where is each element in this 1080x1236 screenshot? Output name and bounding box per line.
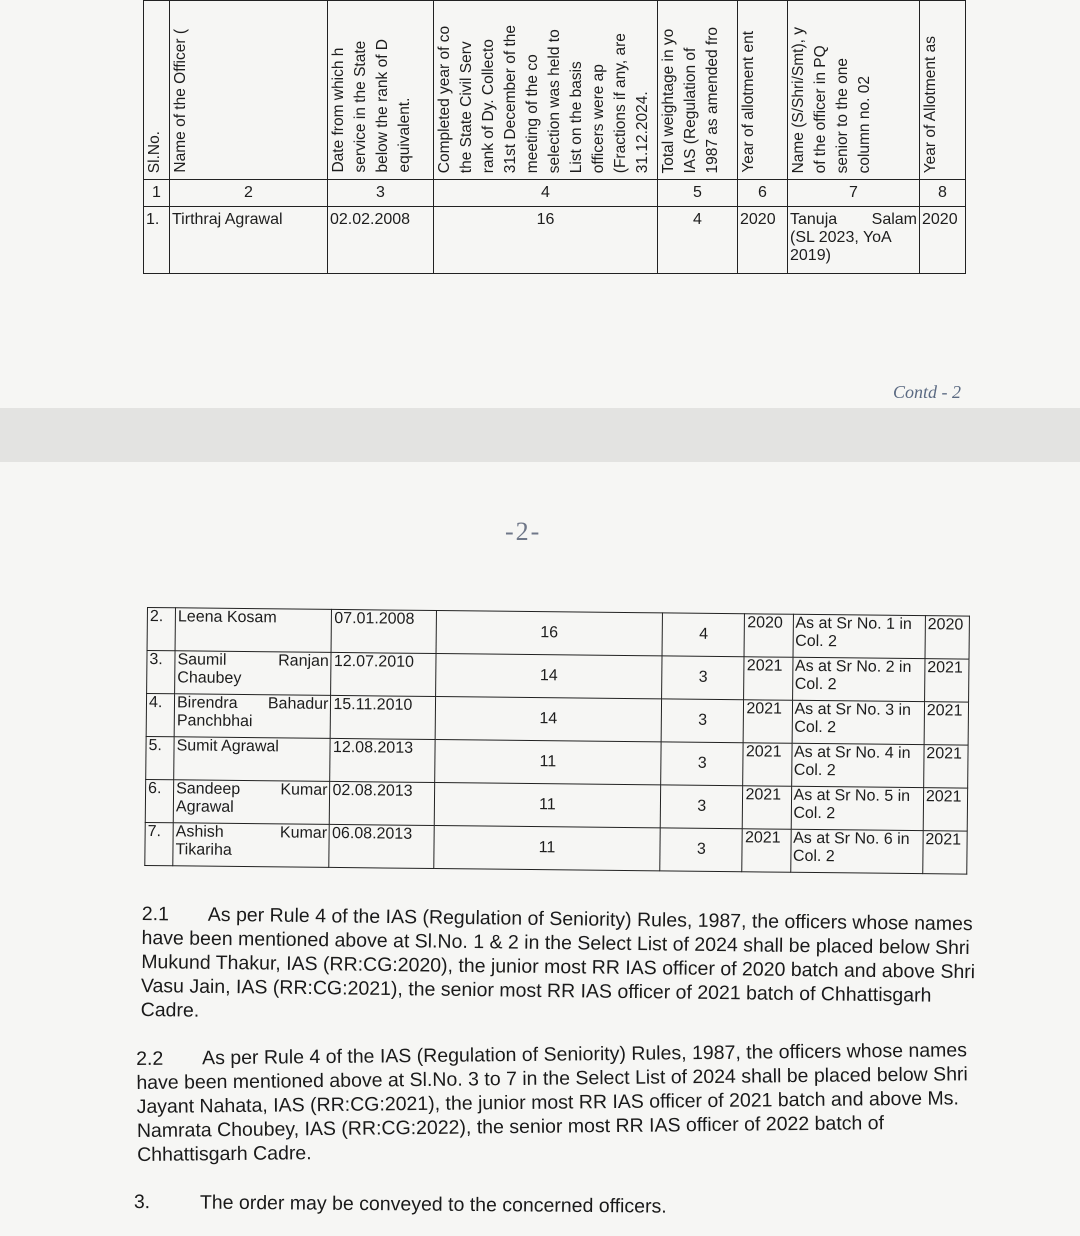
cell-year-entry: 2021 bbox=[742, 829, 791, 873]
cell-sl: 7. bbox=[145, 822, 174, 865]
cell-year-allot: 2020 bbox=[925, 616, 970, 659]
officer-name-last: Tikariha bbox=[175, 841, 232, 859]
table-row bbox=[145, 822, 967, 874]
senior-name-first: Tanuja bbox=[790, 211, 838, 228]
cell-year-allot: 2020 bbox=[920, 207, 966, 274]
cell-senior: As at Sr No. 1 in Col. 2 bbox=[793, 614, 926, 658]
cell-date: 07.01.2008 bbox=[331, 609, 436, 653]
cell-year-entry: 2021 bbox=[744, 700, 793, 744]
cell-weightage: 3 bbox=[660, 785, 743, 829]
paragraph-2-1 bbox=[141, 902, 982, 1032]
officer-name: Leena Kosam bbox=[177, 608, 277, 627]
officer-name-first: Ashish bbox=[175, 823, 224, 841]
col-number: 8 bbox=[920, 180, 966, 207]
cell-name: Tirthraj Agrawal bbox=[170, 207, 328, 274]
cell-name bbox=[174, 737, 331, 782]
officer-name-middle: Ranjan bbox=[278, 652, 329, 670]
header-cell bbox=[328, 1, 434, 180]
cell-years: 16 bbox=[436, 611, 663, 656]
cell-date: 12.07.2010 bbox=[331, 652, 436, 696]
cell-years: 11 bbox=[433, 826, 660, 871]
header-total-weightage: Total weightage in yo IAS (Regulation of 1987 as amended fro bbox=[660, 26, 721, 173]
column-number-row bbox=[144, 180, 966, 207]
seniority-table-page-1 bbox=[143, 0, 966, 274]
header-cell bbox=[738, 1, 788, 180]
col-number: 4 bbox=[434, 180, 658, 207]
cell-name bbox=[173, 823, 330, 868]
senior-name-last: Salam bbox=[871, 211, 917, 228]
cell-name bbox=[173, 780, 330, 825]
header-officer-name: Name of the Officer ( bbox=[172, 29, 189, 173]
paragraph-text: As per Rule 4 of the IAS (Regulation of Seniority) Rules, 1987, the officers whose names have been mentioned above at Sl.No. 3 to 7 in the Select List of 2024 shall be placed below Shri Jayant Nahata, IAS (RR:CG:2021), the junior most RR IAS officer of 2021 batch and above Ms. Namrata Choubey, IAS (RR:CG:2022), the senior most RR IAS officer of 2022 batch of Chhattisgarh Cadre. bbox=[136, 1039, 968, 1166]
officer-name-first: Birendra bbox=[176, 694, 238, 712]
cell-year-entry: 2020 bbox=[738, 207, 788, 274]
officer-name: Sumit Agrawal bbox=[176, 737, 279, 756]
cell-weightage: 3 bbox=[661, 742, 744, 786]
cell-name bbox=[175, 608, 332, 653]
document-page-2 bbox=[0, 462, 1080, 1236]
cell-weightage: 4 bbox=[658, 207, 738, 274]
cell-weightage: 4 bbox=[662, 613, 745, 657]
header-cell bbox=[658, 1, 738, 180]
col-number: 6 bbox=[738, 180, 788, 207]
header-senior-officer: Name (S/Shri/Smt), y of the officer in PQ senior to the one column no. 02 bbox=[790, 26, 873, 173]
cell-senior: As at Sr No. 5 in Col. 2 bbox=[791, 786, 924, 830]
cell-years: 11 bbox=[434, 740, 661, 785]
officer-name-last: Chaubey bbox=[177, 669, 242, 687]
header-date-service: Date from which h service in the State below the rank of D equivalent. bbox=[330, 39, 413, 173]
cell-year-allot: 2021 bbox=[923, 745, 968, 788]
seniority-table-page-2 bbox=[144, 607, 970, 875]
officer-name-middle: Kumar bbox=[280, 781, 328, 799]
cell-year-entry: 2021 bbox=[743, 743, 792, 787]
officer-name-first: Sandeep bbox=[176, 780, 241, 798]
cell-sl: 4. bbox=[146, 694, 175, 737]
header-completed-years: Completed year of co the State Civil Serv rank of Dy. Collecto 31st December of the meeting of the co selection was held to List on the basis officers were ap (Fractions if any, are 31.12.2024. bbox=[436, 24, 651, 173]
cell-year-allot: 2021 bbox=[924, 659, 969, 702]
paragraph-number: 2.2 bbox=[136, 1047, 164, 1070]
senior-name-detail: (SL 2023, YoA 2019) bbox=[790, 229, 891, 264]
cell-year-entry: 2021 bbox=[744, 657, 793, 701]
table-row bbox=[144, 207, 966, 274]
paragraph-3 bbox=[134, 1190, 976, 1221]
cell-year-allot: 2021 bbox=[923, 788, 968, 831]
cell-senior: As at Sr No. 6 in Col. 2 bbox=[790, 829, 923, 873]
paragraph-2-2 bbox=[136, 1038, 979, 1167]
cell-sl: 1. bbox=[144, 207, 170, 274]
cell-sl: 2. bbox=[147, 608, 176, 651]
page-gap bbox=[0, 408, 1080, 462]
header-cell bbox=[170, 1, 328, 180]
col-number: 2 bbox=[170, 180, 328, 207]
cell-years: 14 bbox=[435, 654, 662, 699]
table-header-row bbox=[144, 1, 966, 180]
officer-name-middle: Kumar bbox=[279, 824, 328, 842]
cell-weightage: 3 bbox=[662, 656, 745, 700]
officer-name-first: Saumil bbox=[177, 651, 227, 669]
cell-name bbox=[174, 694, 331, 739]
cell-sl: 6. bbox=[145, 779, 174, 822]
cell-sl: 3. bbox=[147, 651, 176, 694]
cell-year-entry: 2020 bbox=[744, 614, 793, 658]
cell-date: 02.02.2008 bbox=[328, 207, 434, 274]
cell-years: 14 bbox=[435, 697, 662, 742]
paragraph-number: 2.1 bbox=[141, 902, 170, 926]
header-cell bbox=[434, 1, 658, 180]
cell-years: 16 bbox=[434, 207, 658, 274]
cell-date: 15.11.2010 bbox=[331, 695, 436, 739]
cell-sl: 5. bbox=[146, 736, 175, 779]
cell-senior: As at Sr No. 3 in Col. 2 bbox=[792, 700, 925, 744]
cell-weightage: 3 bbox=[661, 699, 744, 743]
page-number: -2- bbox=[505, 517, 542, 546]
officer-name-last: Agrawal bbox=[175, 798, 234, 816]
col-number: 5 bbox=[658, 180, 738, 207]
col-number: 7 bbox=[788, 180, 920, 207]
cell-year-allot: 2021 bbox=[923, 831, 968, 874]
header-year-allotment-entitled: Year of allotment ent bbox=[740, 31, 757, 173]
paragraph-text: The order may be conveyed to the concerned officers. bbox=[199, 1191, 667, 1218]
cell-date: 06.08.2013 bbox=[329, 824, 434, 868]
cell-weightage: 3 bbox=[660, 828, 743, 872]
cell-senior: As at Sr No. 2 in Col. 2 bbox=[792, 657, 925, 701]
header-cell bbox=[788, 1, 920, 180]
header-cell bbox=[920, 1, 966, 180]
document-page-1 bbox=[0, 0, 1080, 408]
cell-years: 11 bbox=[434, 783, 661, 828]
officer-name-last: Panchbhai bbox=[176, 712, 253, 731]
continued-note: Contd - 2 bbox=[893, 382, 962, 402]
cell-year-entry: 2021 bbox=[743, 786, 792, 830]
cell-name bbox=[175, 651, 332, 696]
col-number: 1 bbox=[144, 180, 170, 207]
paragraph-text: As per Rule 4 of the IAS (Regulation of Seniority) Rules, 1987, the officers whose names have been mentioned above at Sl.No. 1 & 2 in the Select List of 2024 shall be placed below Shri Mukund Thakur, IAS (RR:CG:2020), the junior most RR IAS officer of 2020 batch and above Shri Vasu Jain, IAS (RR:CG:2021), the senior most RR IAS officer of 2021 batch of Chhattisgarh Cadre. bbox=[140, 903, 976, 1022]
col-number: 3 bbox=[328, 180, 434, 207]
header-cell bbox=[144, 1, 170, 180]
officer-name-middle: Bahadur bbox=[267, 695, 329, 713]
cell-senior bbox=[788, 207, 920, 274]
cell-year-allot: 2021 bbox=[924, 702, 969, 745]
cell-date: 12.08.2013 bbox=[330, 738, 435, 782]
header-sl-no: Sl.No. bbox=[146, 130, 163, 173]
header-year-allotment-assigned: Year of Allotment as bbox=[922, 35, 939, 173]
cell-senior: As at Sr No. 4 in Col. 2 bbox=[791, 743, 924, 787]
cell-date: 02.08.2013 bbox=[330, 781, 435, 825]
paragraph-number: 3. bbox=[133, 1191, 151, 1214]
